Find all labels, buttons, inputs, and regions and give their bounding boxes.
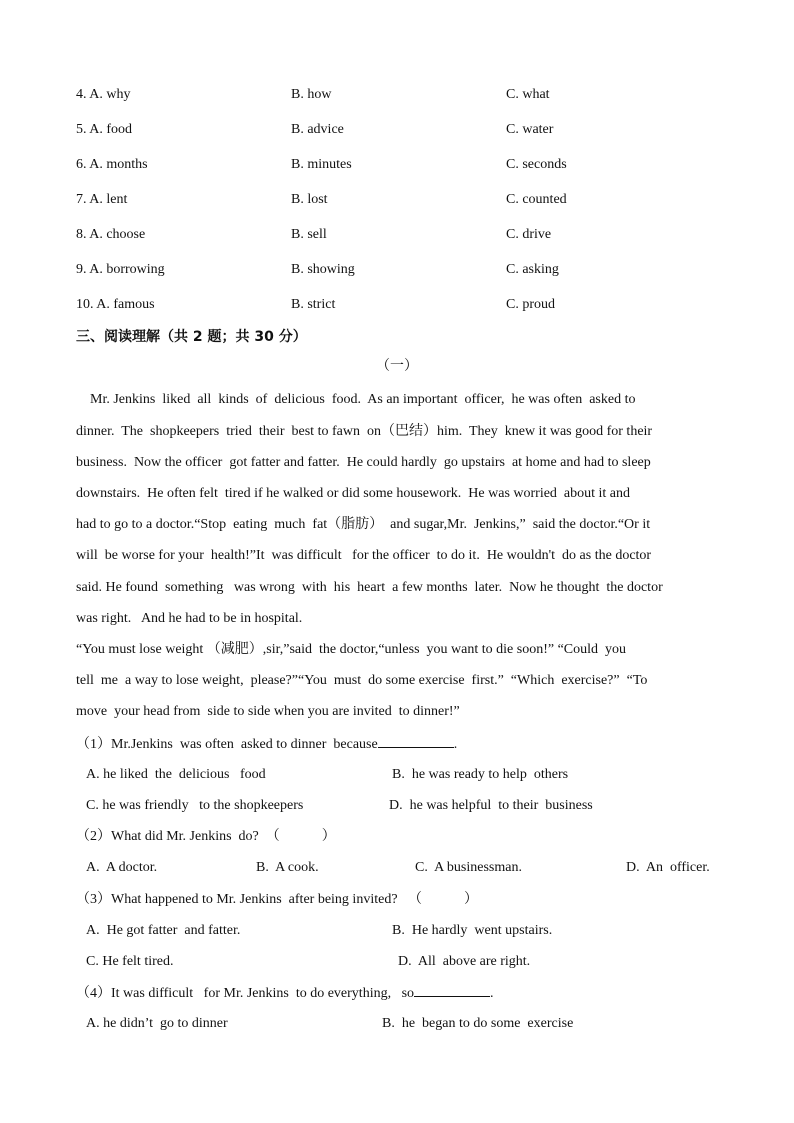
question-3-option-b[interactable]: B. He hardly went upstairs. [392, 923, 553, 938]
option-8c: C. drive [506, 227, 552, 242]
option-10a: 10. A. famous [76, 297, 155, 312]
question-1-option-d[interactable]: D. he was helpful to their business [389, 798, 593, 813]
question-2-option-c[interactable]: C. A businessman. [415, 860, 522, 875]
option-6a: 6. A. months [76, 157, 148, 172]
option-7a: 7. A. lent [76, 192, 128, 207]
option-8b: B. sell [291, 227, 327, 242]
passage-line: had to go to a doctor.“Stop eating much fat（脂肪） and sugar,Mr. Jenkins,” said the doctor.“Or it [76, 517, 651, 532]
answer-blank[interactable] [414, 984, 490, 997]
option-10b: B. strict [291, 297, 336, 312]
question-3-option-d[interactable]: D. All above are right. [398, 954, 531, 969]
option-9b: B. showing [291, 262, 355, 277]
question-4-option-a[interactable]: A. he didn’t go to dinner [86, 1016, 228, 1031]
question-4-option-b[interactable]: B. he began to do some exercise [382, 1016, 574, 1031]
question-4-text: （4）It was difficult for Mr. Jenkins to do everything, so [76, 986, 415, 1001]
passage-line: dinner. The shopkeepers tried their best to fawn on（巴结）him. They knew it was good for their [76, 424, 653, 439]
question-2-option-a[interactable]: A. A doctor. [86, 860, 158, 875]
option-5c: C. water [506, 122, 554, 137]
question-1-option-c[interactable]: C. he was friendly to the shopkeepers [86, 798, 304, 813]
question-2-stem: （2）What did Mr. Jenkins do? （ ） [76, 829, 336, 844]
question-1-end: . [453, 737, 458, 752]
option-5a: 5. A. food [76, 122, 132, 137]
answer-blank[interactable] [378, 735, 454, 748]
option-9c: C. asking [506, 262, 559, 277]
option-7b: B. lost [291, 192, 328, 207]
passage-line: was right. And he had to be in hospital. [76, 611, 303, 626]
option-7c: C. counted [506, 192, 567, 207]
question-1-text: （1）Mr.Jenkins was often asked to dinner because [76, 737, 378, 752]
question-2-option-d[interactable]: D. An officer. [626, 860, 710, 875]
option-4c: C. what [506, 87, 550, 102]
option-9a: 9. A. borrowing [76, 262, 165, 277]
passage-line: Mr. Jenkins liked all kinds of delicious food. As an important officer, he was often asked to [76, 392, 636, 407]
question-4-stem [76, 984, 494, 1003]
question-3-stem: （3）What happened to Mr. Jenkins after being invited? （ ） [76, 892, 479, 907]
passage-line: business. Now the officer got fatter and fatter. He could hardly go upstairs at home and had to sleep [76, 455, 651, 470]
passage-line: move your head from side to side when you are invited to dinner!” [76, 704, 460, 719]
question-3-option-a[interactable]: A. He got fatter and fatter. [86, 923, 241, 938]
question-1-stem [76, 735, 457, 754]
option-4a: 4. A. why [76, 87, 131, 102]
option-8a: 8. A. choose [76, 227, 146, 242]
option-6c: C. seconds [506, 157, 567, 172]
passage-line: tell me a way to lose weight, please?”“You must do some exercise first.” “Which exercise?” “To [76, 673, 648, 688]
passage-line: “You must lose weight （减肥）,sir,”said the doctor,“unless you want to die soon!” “Could you [76, 642, 627, 657]
passage-line: downstairs. He often felt tired if he walked or did some housework. He was worried about it and [76, 486, 631, 501]
section-heading: 三、阅读理解（共 2 题；共 30 分） [76, 329, 307, 345]
question-2-option-b[interactable]: B. A cook. [256, 860, 319, 875]
question-1-option-a[interactable]: A. he liked the delicious food [86, 767, 266, 782]
option-6b: B. minutes [291, 157, 352, 172]
option-4b: B. how [291, 87, 332, 102]
passage-line: will be worse for your health!”It was difficult for the officer to do it. He wouldn't do as the doctor [76, 548, 652, 563]
option-5b: B. advice [291, 122, 344, 137]
option-10c: C. proud [506, 297, 555, 312]
passage-line: said. He found something was wrong with his heart a few months later. Now he thought the doctor [76, 580, 663, 595]
question-1-option-b[interactable]: B. he was ready to help others [392, 767, 569, 782]
passage-number: （一） [376, 359, 418, 374]
question-4-end: . [490, 986, 494, 1001]
question-3-option-c[interactable]: C. He felt tired. [86, 954, 174, 969]
